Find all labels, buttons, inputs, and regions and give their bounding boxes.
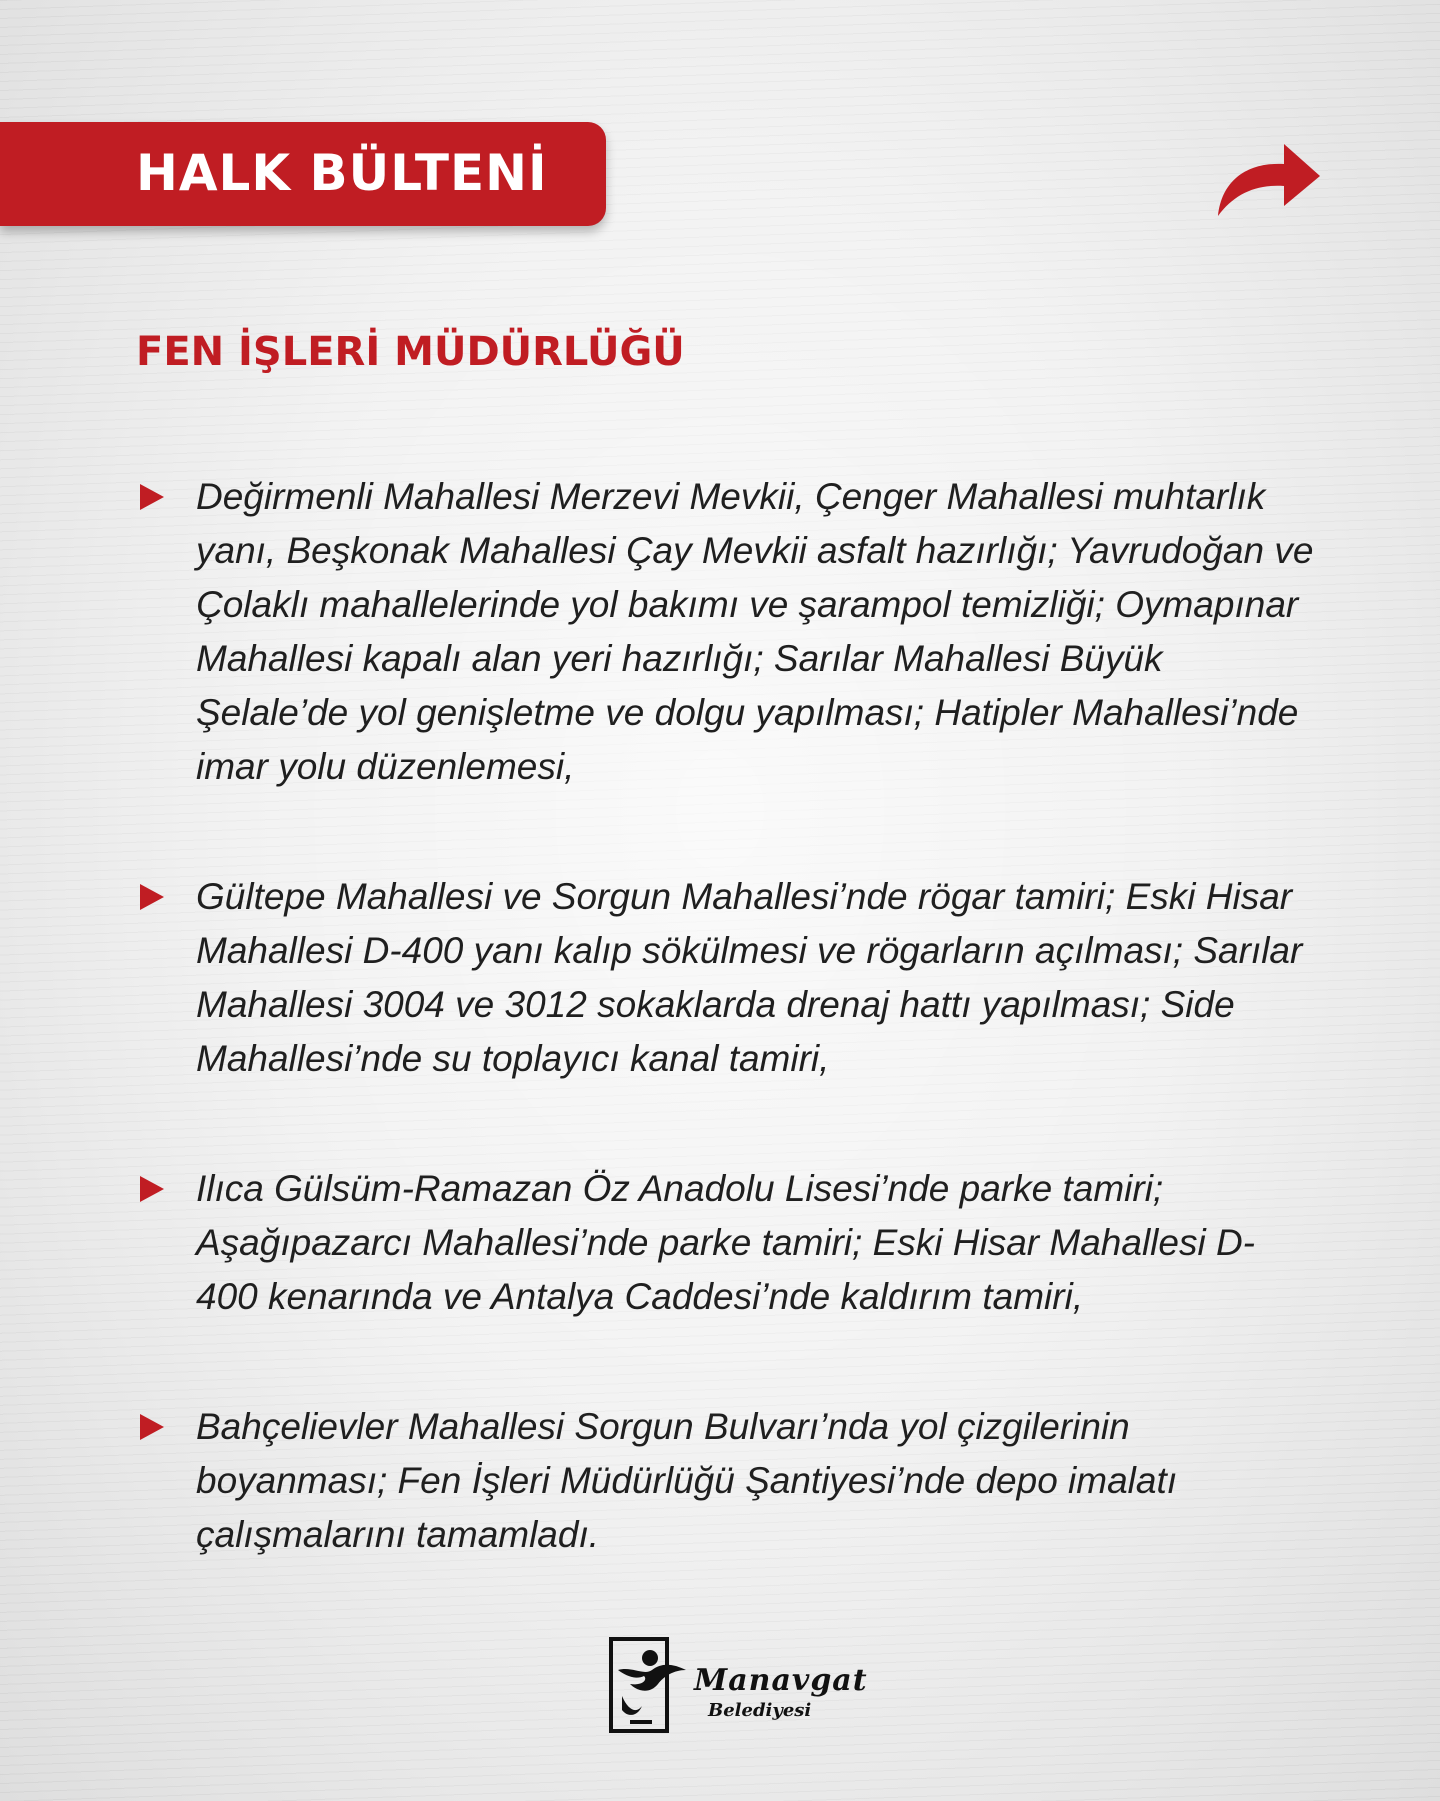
list-item-text: Gültepe Mahallesi ve Sorgun Mahallesi’nde rögar tamiri; Eski Hisar Mahallesi D-400 yanı kalıp sökülmesi ve rögarların açılması; Sarılar Mahallesi 3004 ve 3012 sokaklarda drenaj hattı yapılması; Side Mahallesi’nde su toplayıcı kanal tamiri, [196, 876, 1303, 1079]
triangle-bullet-icon [140, 1176, 164, 1202]
list-item [136, 870, 1316, 1086]
curved-arrow-right-icon[interactable] [1212, 132, 1322, 222]
list-item [136, 1162, 1316, 1324]
triangle-bullet-icon [140, 484, 164, 510]
manavgat-emblem-icon [608, 1636, 688, 1734]
logo-wordmark: Manavgat [694, 1663, 868, 1698]
triangle-bullet-icon [140, 1414, 164, 1440]
logo-subtitle: Belediyesi [708, 1700, 812, 1721]
triangle-bullet-icon [140, 884, 164, 910]
bulletin-title: HALK BÜLTENİ [136, 144, 548, 202]
list-item-text: Ilıca Gülsüm-Ramazan Öz Anadolu Lisesi’nde parke tamiri; Aşağıpazarcı Mahallesi’nde parke tamiri; Eski Hisar Mahallesi D-400 kenarında ve Antalya Caddesi’nde kaldırım tamiri, [196, 1168, 1255, 1317]
work-list [136, 470, 1316, 1638]
list-item [136, 470, 1316, 794]
municipality-logo [608, 1636, 868, 1736]
section-title: FEN İŞLERİ MÜDÜRLÜĞÜ [136, 329, 685, 375]
list-item-text: Bahçelievler Mahallesi Sorgun Bulvarı’nda yol çizgilerinin boyanması; Fen İşleri Müdürlüğü Şantiyesi’nde depo imalatı çalışmalarını tamamladı. [196, 1406, 1178, 1555]
list-item [136, 1400, 1316, 1562]
list-item-text: Değirmenli Mahallesi Merzevi Mevkii, Çenger Mahallesi muhtarlık yanı, Beşkonak Mahallesi Çay Mevkii asfalt hazırlığı; Yavrudoğan ve Çolaklı mahallelerinde yol bakımı ve şarampol temizliği; Oymapınar Mahallesi kapalı alan yeri hazırlığı; Sarılar Mahallesi Büyük Şelale’de yol genişletme ve dolgu yapılması; Hatipler Mahallesi’nde imar yolu düzenlemesi, [196, 476, 1314, 787]
